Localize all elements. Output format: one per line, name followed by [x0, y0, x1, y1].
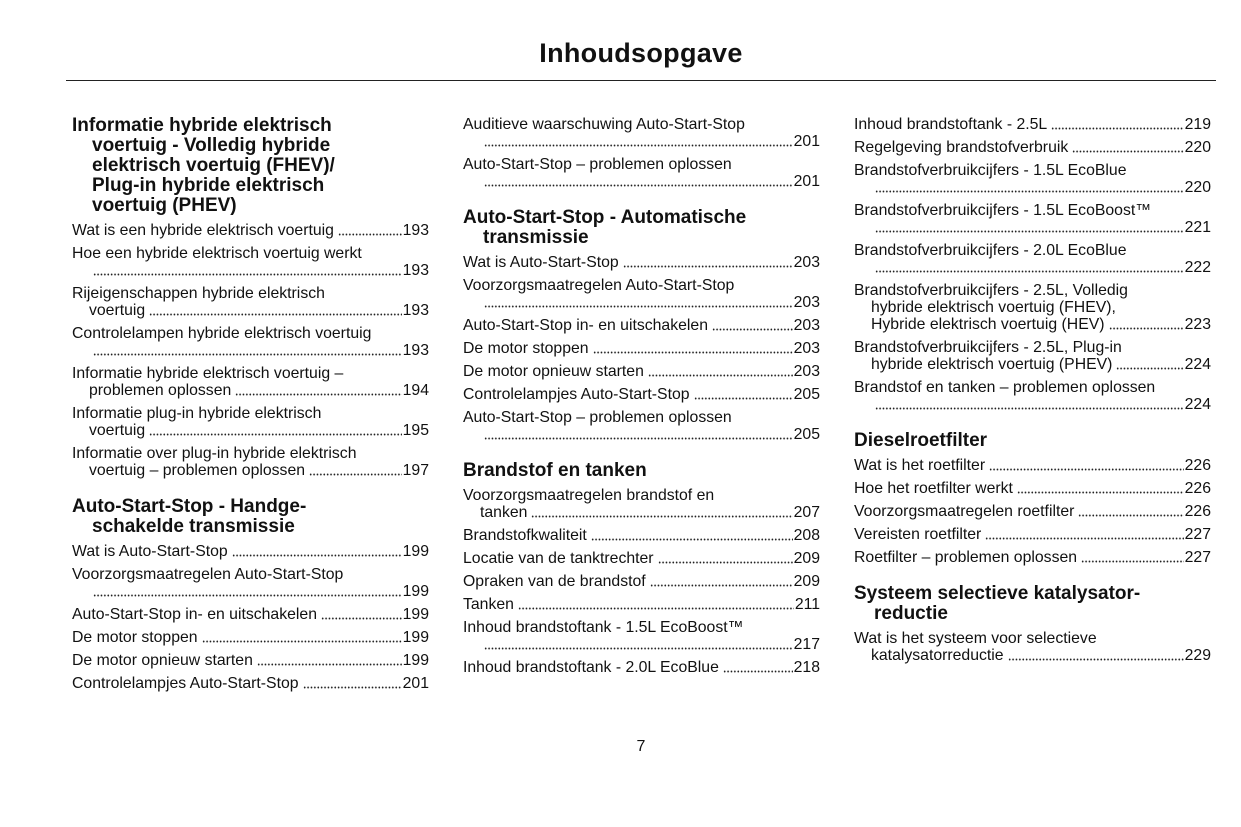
entry-line	[72, 325, 429, 342]
toc-section	[72, 116, 429, 479]
entry-line	[854, 282, 1211, 299]
dot-leader	[484, 430, 793, 440]
dot-leader	[257, 656, 402, 666]
toc-entry[interactable]	[463, 527, 820, 544]
toc-section	[854, 584, 1211, 664]
entry-page: 219	[1184, 116, 1211, 133]
toc-column-3	[854, 116, 1211, 670]
entry-page: 193	[402, 262, 429, 279]
entry-page: 223	[1184, 316, 1211, 333]
section-heading-line: Auto-Start-Stop - Automatische	[463, 207, 747, 228]
entry-page: 193	[402, 302, 429, 319]
entry-page: 209	[793, 550, 820, 567]
entry-line	[463, 340, 820, 357]
entry-text: Hybride elektrisch voertuig (HEV)	[871, 316, 1105, 333]
toc-entry[interactable]	[463, 596, 820, 613]
toc-entry[interactable]	[72, 543, 429, 560]
entry-page: 218	[793, 659, 820, 676]
toc-entry[interactable]	[854, 162, 1211, 196]
dot-leader	[723, 663, 793, 673]
dot-leader	[875, 223, 1184, 233]
entry-text: Regelgeving brandstofverbruik	[854, 139, 1069, 156]
section-heading-line: Plug-in hybride elektrisch	[92, 175, 325, 196]
dot-leader	[648, 367, 793, 377]
toc-section	[463, 208, 820, 443]
entry-text: Wat is Auto-Start-Stop	[463, 254, 619, 271]
entry-text: Inhoud brandstoftank - 1.5L EcoBoost™	[463, 619, 744, 636]
section-heading-line: Systeem selectieve katalysator-	[854, 583, 1141, 604]
dot-leader	[93, 266, 402, 276]
dot-leader	[875, 183, 1184, 193]
dot-leader	[484, 298, 793, 308]
entry-line	[72, 445, 429, 462]
entry-text: Controlelampen hybride elektrisch voertuig	[72, 325, 372, 342]
toc-entry[interactable]	[72, 325, 429, 359]
entry-page: 195	[402, 422, 429, 439]
entry-line	[72, 405, 429, 422]
toc-entry[interactable]	[854, 379, 1211, 413]
toc-entry[interactable]	[463, 409, 820, 443]
entry-line	[72, 606, 429, 623]
entry-line	[72, 629, 429, 646]
toc-entry[interactable]	[854, 139, 1211, 156]
entry-text: Inhoud brandstoftank - 2.5L	[854, 116, 1048, 133]
dot-leader	[518, 600, 794, 610]
toc-entry[interactable]	[463, 116, 820, 150]
toc-column-1	[72, 116, 429, 698]
entry-line	[72, 462, 429, 479]
entry-text: hybride elektrisch voertuig (PHEV)	[871, 356, 1113, 373]
entry-text: Wat is Auto-Start-Stop	[72, 543, 228, 560]
entry-text: Brandstofverbruikcijfers - 2.5L, Volledig	[854, 282, 1128, 299]
dot-leader	[985, 530, 1183, 540]
dot-leader	[875, 400, 1184, 410]
dot-leader	[1008, 651, 1184, 661]
entry-page: 201	[793, 133, 820, 150]
entry-line	[463, 550, 820, 567]
dot-leader	[338, 226, 402, 236]
dot-leader	[658, 554, 793, 564]
toc-entry[interactable]	[854, 202, 1211, 236]
entry-line	[463, 116, 820, 133]
entry-page: 199	[402, 583, 429, 600]
entry-page: 199	[402, 543, 429, 560]
entry-page: 229	[1184, 647, 1211, 664]
toc-entry[interactable]	[72, 445, 429, 479]
toc-entry[interactable]	[463, 340, 820, 357]
toc-entry[interactable]	[463, 659, 820, 676]
toc-entry[interactable]	[854, 526, 1211, 543]
entry-page: 193	[402, 342, 429, 359]
toc-entry[interactable]	[854, 116, 1211, 133]
entry-line	[854, 202, 1211, 219]
toc-section	[72, 497, 429, 692]
entry-line	[72, 652, 429, 669]
toc-entry[interactable]	[854, 242, 1211, 276]
entry-text: Brandstofkwaliteit	[463, 527, 587, 544]
toc-entry[interactable]	[72, 245, 429, 279]
entry-text: voertuig – problemen oplossen	[89, 462, 306, 479]
entry-text: Informatie hybride elektrisch voertuig –	[72, 365, 344, 382]
dot-leader	[484, 640, 793, 650]
dot-leader	[591, 531, 793, 541]
entry-line	[72, 285, 429, 302]
toc-entry[interactable]	[463, 550, 820, 567]
entry-page: 194	[402, 382, 429, 399]
entry-line	[72, 675, 429, 692]
entry-line	[854, 162, 1211, 179]
entry-line	[463, 294, 820, 311]
entry-text: Vereisten roetfilter	[854, 526, 982, 543]
entry-text: Wat is een hybride elektrisch voertuig	[72, 222, 334, 239]
entry-line	[463, 173, 820, 190]
toc-entry[interactable]	[72, 222, 429, 239]
entry-text: De motor opnieuw starten	[72, 652, 253, 669]
dot-leader	[309, 466, 402, 476]
entry-line	[72, 262, 429, 279]
section-heading	[854, 584, 1211, 624]
entry-line	[463, 504, 820, 521]
dot-leader	[1078, 507, 1183, 517]
entry-page: 201	[793, 173, 820, 190]
entry-text: Wat is het systeem voor selectieve	[854, 630, 1097, 647]
entry-line	[854, 480, 1211, 497]
dot-leader	[93, 587, 402, 597]
entry-page: 203	[793, 254, 820, 271]
section-heading	[72, 497, 429, 537]
entry-text: Inhoud brandstoftank - 2.0L EcoBlue	[463, 659, 719, 676]
entry-line	[854, 630, 1211, 647]
entry-line	[463, 527, 820, 544]
toc-column-2	[463, 116, 820, 682]
entry-page: 222	[1184, 259, 1211, 276]
entry-page: 226	[1184, 503, 1211, 520]
toc-entry[interactable]	[72, 285, 429, 319]
toc-section	[463, 461, 820, 676]
entry-page: 199	[402, 606, 429, 623]
entry-text: Hoe het roetfilter werkt	[854, 480, 1013, 497]
entry-line	[72, 422, 429, 439]
entry-text: De motor stoppen	[463, 340, 589, 357]
entry-page: 226	[1184, 457, 1211, 474]
entry-text: Hoe een hybride elektrisch voertuig werkt	[72, 245, 362, 262]
entry-text: Roetfilter – problemen oplossen	[854, 549, 1078, 566]
dot-leader	[232, 547, 402, 557]
entry-line	[72, 566, 429, 583]
dot-leader	[623, 258, 793, 268]
dot-leader	[1017, 484, 1184, 494]
entry-line	[463, 317, 820, 334]
entry-page: 227	[1184, 549, 1211, 566]
toc-entry[interactable]	[463, 156, 820, 190]
entry-text: De motor stoppen	[72, 629, 198, 646]
toc-entry[interactable]	[72, 606, 429, 623]
entry-line	[854, 647, 1211, 664]
entry-text: katalysatorreductie	[871, 647, 1004, 664]
entry-page: 221	[1184, 219, 1211, 236]
dot-leader	[593, 344, 793, 354]
entry-page: 205	[793, 386, 820, 403]
entry-text: voertuig	[89, 422, 146, 439]
dot-leader	[235, 386, 401, 396]
toc-entry[interactable]	[463, 254, 820, 271]
entry-page: 220	[1184, 139, 1211, 156]
dot-leader	[1109, 320, 1184, 330]
entry-text: Controlelampjes Auto-Start-Stop	[463, 386, 690, 403]
entry-line	[463, 659, 820, 676]
page-number: 7	[636, 738, 646, 755]
toc-entry[interactable]	[854, 480, 1211, 497]
toc-entry[interactable]	[854, 339, 1211, 373]
entry-line	[854, 242, 1211, 259]
entry-line	[463, 619, 820, 636]
section-heading-line: Informatie hybride elektrisch	[72, 115, 332, 136]
entry-line	[72, 382, 429, 399]
dot-leader	[484, 137, 793, 147]
section-heading-line: voertuig (PHEV)	[92, 195, 237, 216]
toc-entry[interactable]	[463, 619, 820, 653]
dot-leader	[303, 679, 402, 689]
section-heading-line: reductie	[874, 603, 948, 624]
entry-text: Wat is het roetfilter	[854, 457, 986, 474]
dot-leader	[1072, 143, 1183, 153]
entry-page: 193	[402, 222, 429, 239]
entry-text: Auto-Start-Stop in- en uitschakelen	[72, 606, 317, 623]
dot-leader	[1051, 120, 1183, 130]
entry-line	[72, 222, 429, 239]
entry-line	[854, 116, 1211, 133]
entry-line	[463, 573, 820, 590]
entry-line	[463, 636, 820, 653]
entry-page: 199	[402, 652, 429, 669]
entry-text: Auto-Start-Stop – problemen oplossen	[463, 156, 732, 173]
entry-page: 226	[1184, 480, 1211, 497]
entry-text: Brandstofverbruikcijfers - 1.5L EcoBlue	[854, 162, 1127, 179]
dot-leader	[989, 461, 1184, 471]
entry-line	[854, 379, 1211, 396]
entry-line	[72, 302, 429, 319]
entry-line	[854, 356, 1211, 373]
header-divider	[66, 80, 1216, 81]
entry-line	[854, 396, 1211, 413]
entry-text: Voorzorgsmaatregelen Auto-Start-Stop	[72, 566, 344, 583]
entry-line	[72, 365, 429, 382]
entry-page: 203	[793, 340, 820, 357]
entry-line	[463, 409, 820, 426]
toc-entry[interactable]	[463, 317, 820, 334]
entry-line	[854, 526, 1211, 543]
entry-text: hybride elektrisch voertuig (FHEV),	[871, 299, 1116, 316]
entry-page: 224	[1184, 356, 1211, 373]
dot-leader	[1081, 553, 1184, 563]
entry-line	[463, 133, 820, 150]
entry-text: Informatie plug-in hybride elektrisch	[72, 405, 322, 422]
entry-page: 199	[402, 629, 429, 646]
entry-line	[72, 342, 429, 359]
entry-text: Voorzorgsmaatregelen Auto-Start-Stop	[463, 277, 735, 294]
toc-entry[interactable]	[463, 573, 820, 590]
entry-text: Voorzorgsmaatregelen brandstof en	[463, 487, 715, 504]
dot-leader	[149, 306, 401, 316]
section-heading	[463, 208, 820, 248]
entry-text: Rijeigenschappen hybride elektrisch	[72, 285, 325, 302]
entry-line	[854, 299, 1211, 316]
entry-line	[72, 543, 429, 560]
entry-text: voertuig	[89, 302, 146, 319]
toc-entry[interactable]	[72, 566, 429, 600]
toc-entry[interactable]	[854, 282, 1211, 333]
entry-line	[463, 277, 820, 294]
page-title: Inhoudsopgave	[539, 38, 743, 68]
dot-leader	[712, 321, 793, 331]
entry-text: Informatie over plug-in hybride elektrisch	[72, 445, 357, 462]
entry-page: 201	[402, 675, 429, 692]
entry-line	[854, 316, 1211, 333]
toc-entry[interactable]	[72, 365, 429, 399]
dot-leader	[875, 263, 1184, 273]
entry-line	[463, 426, 820, 443]
entry-page: 209	[793, 573, 820, 590]
toc-entry[interactable]	[72, 652, 429, 669]
section-heading-line: schakelde transmissie	[92, 516, 295, 537]
entry-line	[463, 386, 820, 403]
entry-page: 211	[794, 596, 820, 613]
toc-entry[interactable]	[463, 487, 820, 521]
section-heading-line: transmissie	[483, 227, 589, 248]
entry-text: Auditieve waarschuwing Auto-Start-Stop	[463, 116, 745, 133]
entry-text: Brandstofverbruikcijfers - 2.5L, Plug-in	[854, 339, 1122, 356]
entry-page: 203	[793, 294, 820, 311]
entry-text: Auto-Start-Stop – problemen oplossen	[463, 409, 732, 426]
entry-line	[854, 179, 1211, 196]
entry-page: 220	[1184, 179, 1211, 196]
dot-leader	[93, 346, 402, 356]
entry-line	[854, 219, 1211, 236]
toc-section	[854, 431, 1211, 566]
toc-entry[interactable]	[463, 363, 820, 380]
entry-page: 203	[793, 317, 820, 334]
entry-line	[463, 254, 820, 271]
toc-entry[interactable]	[854, 457, 1211, 474]
entry-text: Tanken	[463, 596, 514, 613]
toc-entry[interactable]	[854, 630, 1211, 664]
entry-line	[463, 156, 820, 173]
section-heading-line: voertuig - Volledig hybride	[92, 135, 331, 156]
entry-line	[72, 245, 429, 262]
toc-entry[interactable]	[72, 675, 429, 692]
dot-leader	[321, 610, 402, 620]
entry-text: tanken	[480, 504, 528, 521]
dot-leader	[202, 633, 402, 643]
entry-text: Brandstofverbruikcijfers - 1.5L EcoBoost™	[854, 202, 1152, 219]
dot-leader	[650, 577, 793, 587]
entry-text: Brandstofverbruikcijfers - 2.0L EcoBlue	[854, 242, 1127, 259]
entry-line	[854, 503, 1211, 520]
entry-text: problemen oplossen	[89, 382, 232, 399]
dot-leader	[484, 177, 793, 187]
dot-leader	[149, 426, 401, 436]
toc-entry[interactable]	[72, 629, 429, 646]
entry-text: Controlelampjes Auto-Start-Stop	[72, 675, 299, 692]
entry-page: 224	[1184, 396, 1211, 413]
entry-text: Auto-Start-Stop in- en uitschakelen	[463, 317, 708, 334]
section-heading	[854, 431, 1211, 451]
dot-leader	[694, 390, 793, 400]
section-heading	[463, 461, 820, 481]
entry-page: 208	[793, 527, 820, 544]
section-heading-line: elektrisch voertuig (FHEV)/	[92, 155, 335, 176]
entry-line	[72, 583, 429, 600]
section-heading	[72, 116, 429, 216]
entry-page: 197	[402, 462, 429, 479]
entry-page: 205	[793, 426, 820, 443]
entry-line	[854, 549, 1211, 566]
entry-page: 227	[1184, 526, 1211, 543]
entry-line	[854, 139, 1211, 156]
toc-entry[interactable]	[72, 405, 429, 439]
toc-entry[interactable]	[463, 277, 820, 311]
entry-page: 217	[793, 636, 820, 653]
entry-line	[463, 596, 820, 613]
entry-text: Brandstof en tanken – problemen oplossen	[854, 379, 1156, 396]
toc-section	[854, 116, 1211, 413]
entry-line	[463, 363, 820, 380]
entry-text: Opraken van de brandstof	[463, 573, 646, 590]
entry-text: Voorzorgsmaatregelen roetfilter	[854, 503, 1075, 520]
section-heading-line: Dieselroetfilter	[854, 430, 988, 451]
dot-leader	[1116, 360, 1183, 370]
entry-text: Locatie van de tanktrechter	[463, 550, 654, 567]
toc-entry[interactable]	[854, 549, 1211, 566]
toc-section	[463, 116, 820, 190]
section-heading-line: Auto-Start-Stop - Handge-	[72, 496, 307, 517]
toc-entry[interactable]	[854, 503, 1211, 520]
entry-line	[854, 259, 1211, 276]
entry-line	[463, 487, 820, 504]
section-heading-line: Brandstof en tanken	[463, 460, 647, 481]
entry-page: 203	[793, 363, 820, 380]
entry-line	[854, 339, 1211, 356]
dot-leader	[531, 508, 792, 518]
entry-page: 207	[793, 504, 820, 521]
toc-entry[interactable]	[463, 386, 820, 403]
entry-text: De motor opnieuw starten	[463, 363, 644, 380]
entry-line	[854, 457, 1211, 474]
